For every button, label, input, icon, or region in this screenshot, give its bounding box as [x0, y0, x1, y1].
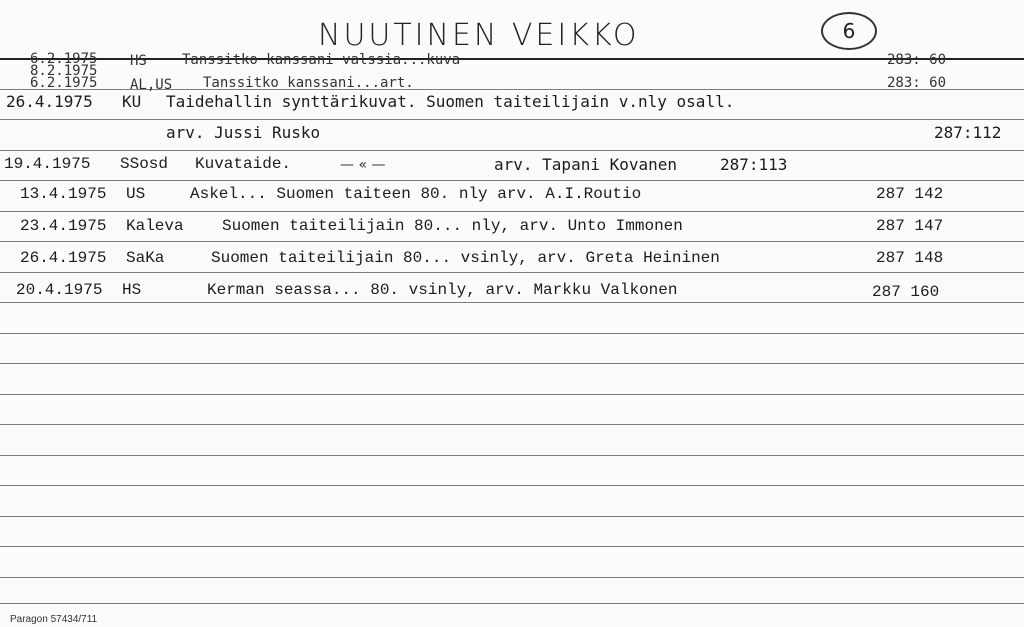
entry-ref: 287:113: [720, 155, 788, 174]
entry-date: 26.4.1975: [6, 92, 93, 111]
entry-ref: 283: 60: [887, 52, 947, 68]
header-rule: [0, 58, 1024, 60]
entry-date: 8.2.1975: [30, 63, 98, 79]
ditto-mark: — « —: [340, 157, 386, 173]
entry-ref: 287 160: [872, 283, 940, 301]
ruled-line: [0, 363, 1024, 364]
entry-text: Suomen taiteilijain 80... nly, arv. Unto Immonen: [222, 217, 683, 235]
entry-date: 20.4.1975: [16, 281, 103, 299]
ruled-line: [0, 577, 1024, 578]
entry-date: 6.2.1975: [30, 51, 98, 67]
entry-text: Taidehallin synttärikuvat. Suomen taiteilijain v.nly osall.: [166, 92, 735, 111]
ruled-line: [0, 516, 1024, 517]
ruled-line: [0, 485, 1024, 486]
entry-paper: HS: [130, 53, 147, 69]
entry-ref: 287 148: [876, 249, 944, 267]
entry-text: Tanssitko kanssani valssia...kuva: [182, 52, 461, 68]
ruled-line: [0, 455, 1024, 456]
ruled-line: [0, 333, 1024, 334]
card-footer-print: Paragon 57434/711: [10, 614, 98, 625]
entry-paper: Kaleva: [126, 217, 184, 235]
ruled-line: [0, 302, 1024, 303]
ruled-line: [0, 119, 1024, 120]
ruled-line: [0, 272, 1024, 273]
entry-paper: US: [126, 185, 146, 203]
entry-paper: KU: [122, 92, 142, 111]
entry-date: 13.4.1975: [20, 185, 107, 203]
entry-paper: SSosd: [120, 155, 169, 173]
card-number-circled: 6: [821, 12, 877, 50]
ruled-line: [0, 211, 1024, 212]
ruled-line: [0, 150, 1024, 151]
entry-paper: AL,US: [130, 77, 173, 93]
entry-text: Askel... Suomen taiteen 80. nly arv. A.I.Routio: [190, 185, 642, 203]
ruled-line: [0, 424, 1024, 425]
entry-date: 23.4.1975: [20, 217, 107, 235]
ruled-line: [0, 241, 1024, 242]
entry-paper: SaKa: [126, 249, 165, 267]
entry-text: arv. Jussi Rusko: [166, 123, 321, 142]
entry-text: Kuvataide.: [195, 155, 292, 173]
entry-text: Kerman seassa... 80. vsinly, arv. Markku Valkonen: [207, 281, 678, 299]
entry-paper: HS: [122, 281, 142, 299]
ruled-line: [0, 394, 1024, 395]
ruled-line: [0, 546, 1024, 547]
entry-ref: 283: 60: [887, 75, 947, 91]
entry-text: Suomen taiteilijain 80... vsinly, arv. Greta Heininen: [211, 249, 720, 267]
ruled-line: [0, 180, 1024, 181]
entry-text: arv. Tapani Kovanen: [494, 155, 678, 174]
entry-ref: 287:112: [934, 123, 1002, 142]
ruled-line: [0, 603, 1024, 604]
entry-date: 19.4.1975: [4, 155, 91, 173]
entry-date: 26.4.1975: [20, 249, 107, 267]
entry-ref: 287 147: [876, 217, 944, 235]
entry-text: Tanssitko kanssani...art.: [203, 75, 414, 91]
handwritten-name: NUUTINEN VEIKKO: [318, 18, 640, 53]
entry-ref: 287 142: [876, 185, 944, 203]
entry-date: 6.2.1975: [30, 75, 98, 91]
